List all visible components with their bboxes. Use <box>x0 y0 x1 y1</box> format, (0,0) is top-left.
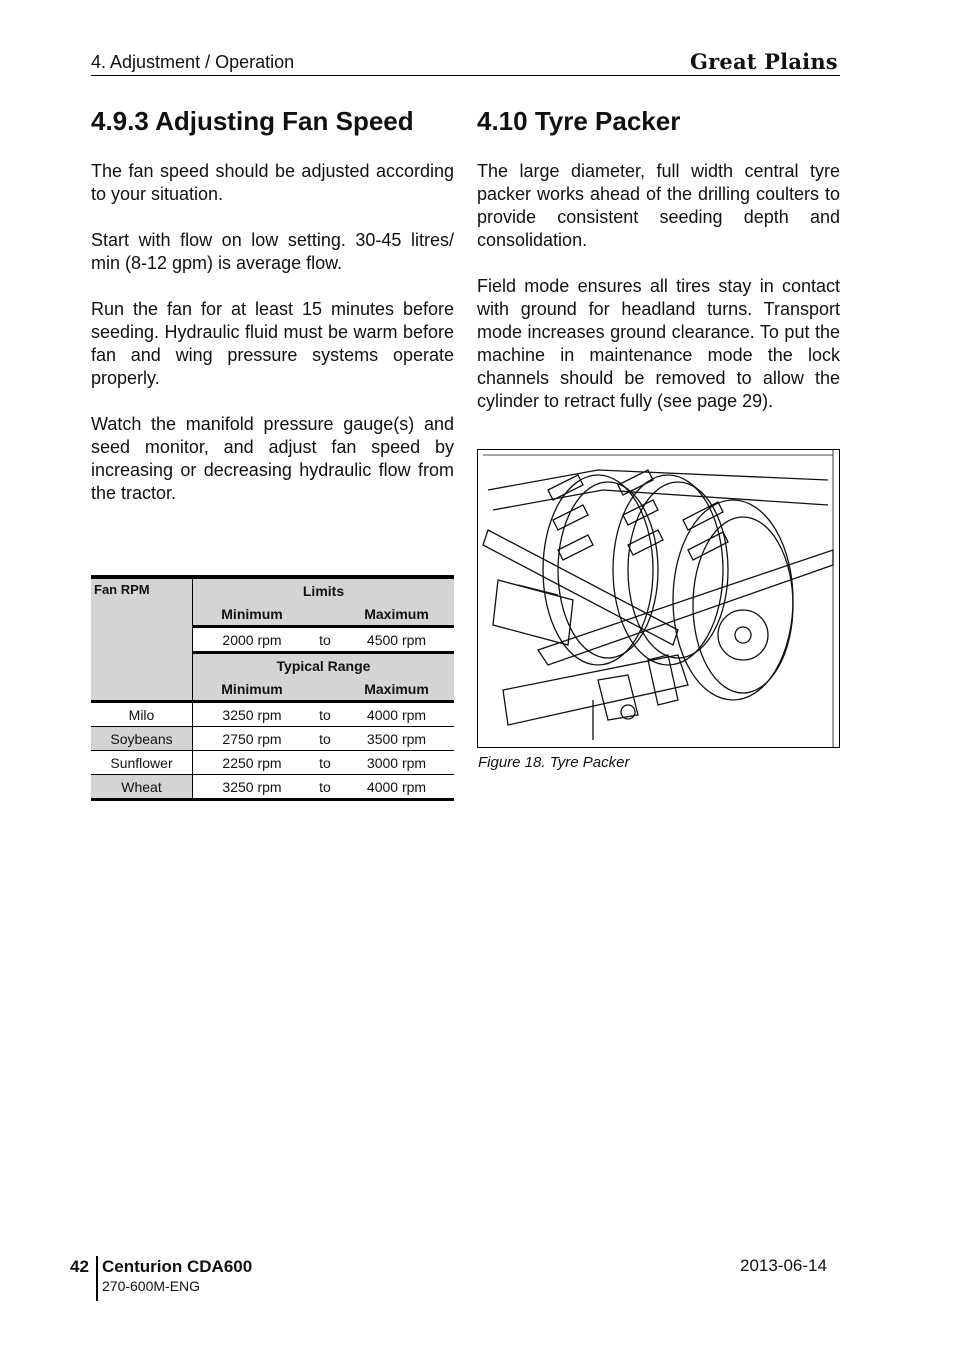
crop-cell: Sunflower <box>91 751 193 775</box>
tyre-packer-illustration <box>478 450 839 747</box>
table-corner-label: Fan RPM <box>91 577 193 653</box>
crop-cell: Wheat <box>91 775 193 800</box>
crop-cell: Soybeans <box>91 727 193 751</box>
paragraph: Start with flow on low setting. 30-45 litres/ min (8-12 gpm) is average flow. <box>91 230 454 273</box>
paragraph: Watch the manifold pressure gauge(s) and seed monitor, and adjust fan speed by increasing or decreasing hydraulic flow from the tractor. <box>91 414 454 503</box>
table-row: Wheat 3250 rpm to 4000 rpm <box>91 775 454 800</box>
typical-range-header: Typical Range <box>193 653 455 678</box>
section-heading-tyre-packer: 4.10 Tyre Packer <box>477 106 681 136</box>
tyre-packer-figure <box>477 449 840 748</box>
header-rule <box>91 75 840 76</box>
limit-max: 4500 rpm <box>339 627 454 653</box>
max-header: Maximum <box>339 602 454 627</box>
footer-divider <box>96 1256 98 1301</box>
running-header-section: 4. Adjustment / Operation <box>91 52 295 72</box>
table-row: Sunflower 2250 rpm to 3000 rpm <box>91 751 454 775</box>
crop-cell: Milo <box>91 702 193 727</box>
min-header: Minimum <box>193 602 312 627</box>
paragraph: The large diameter, full width central tyre packer works ahead of the drilling coulters to provide consistent seeding depth and consolidation. <box>477 161 840 250</box>
page-number: 42 <box>70 1257 89 1276</box>
brand-logo: Great Plains <box>690 49 838 74</box>
right-column <box>477 106 840 436</box>
paragraph: Run the fan for at least 15 minutes before seeding. Hydraulic fluid must be warm before fan and wing pressure systems operate properly. <box>91 299 454 388</box>
limit-to: to <box>311 627 339 653</box>
footer-title: Centurion CDA600 <box>102 1257 253 1276</box>
min-header: Minimum <box>193 677 312 702</box>
table-row: Soybeans 2750 rpm to 3500 rpm <box>91 727 454 751</box>
paragraph: Field mode ensures all tires stay in contact with ground for headland turns. Transport mode increases ground clearance. To put the machine in maintenance mode the lock channels should be removed to allow the cylinder to retract fully (see page 29). <box>477 276 840 411</box>
max-header: Maximum <box>339 677 454 702</box>
footer-date: 2013-06-14 <box>740 1256 827 1275</box>
footer-doc-code: 270-600M-ENG <box>102 1278 201 1294</box>
paragraph: The fan speed should be adjusted according to your situation. <box>91 161 454 204</box>
limit-min: 2000 rpm <box>193 627 312 653</box>
left-column <box>91 106 454 528</box>
section-heading-fan-speed: 4.9.3 Adjusting Fan Speed <box>91 106 414 136</box>
limits-header: Limits <box>193 577 455 602</box>
table-row: Milo 3250 rpm to 4000 rpm <box>91 702 454 727</box>
figure-caption: Figure 18. Tyre Packer <box>478 754 630 771</box>
fan-rpm-table <box>91 575 454 801</box>
